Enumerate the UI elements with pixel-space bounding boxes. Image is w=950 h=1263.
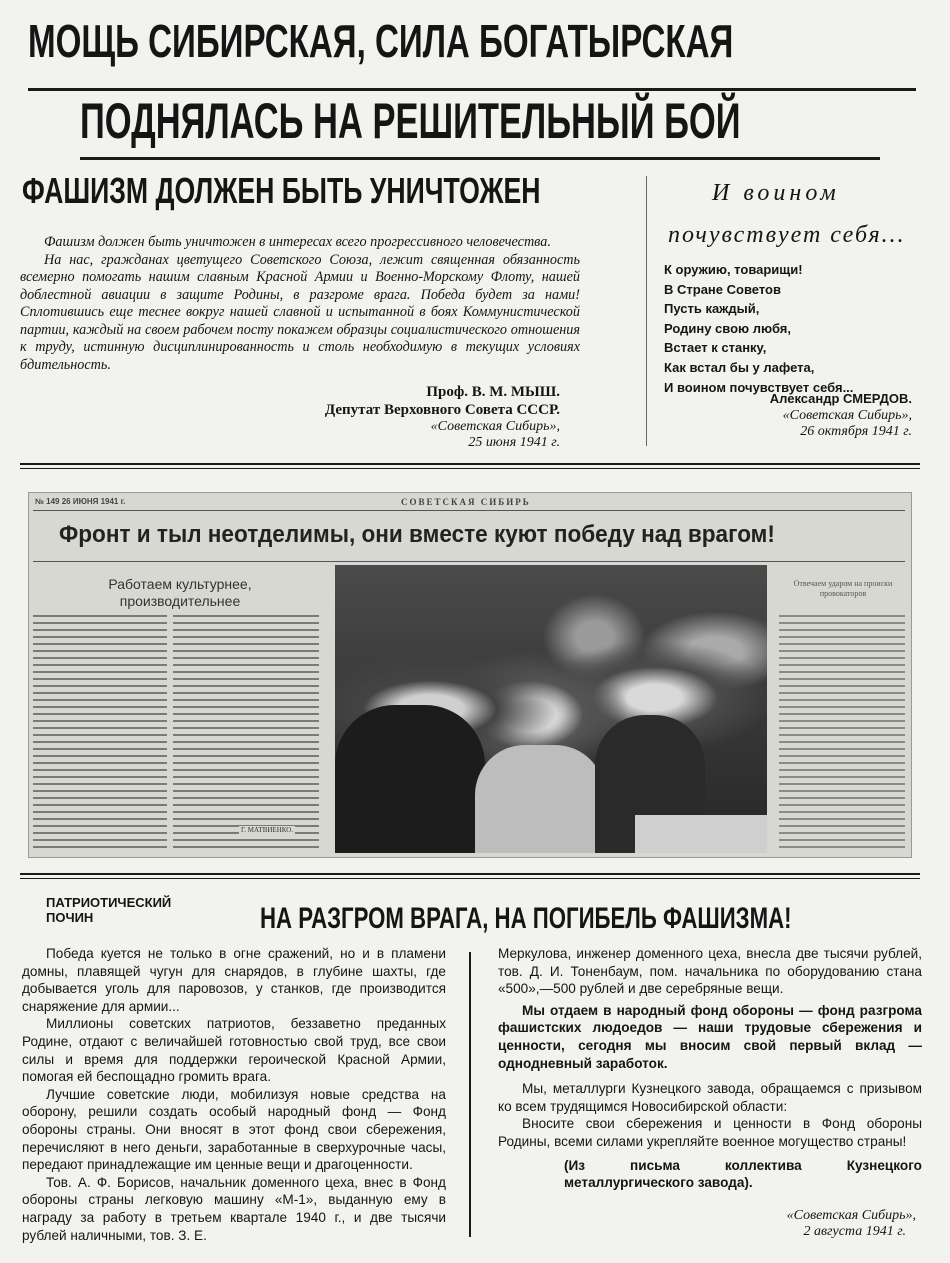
article2-right-column bbox=[498, 945, 922, 1192]
clipping-headline: Фронт и тыл неотделимы, они вместе куют победу над врагом! bbox=[59, 521, 775, 548]
poem-date: 26 октября 1941 г. bbox=[800, 424, 912, 439]
article2-paragraph: Меркулова, инженер доменного цеха, внесла две тысячи рублей, тов. Д. И. Тоненбаум, пом. начальника по оборудованию стана «500»,—500 рублей и две серебряные вещи. bbox=[498, 946, 922, 997]
masthead-line-2: ПОДНЯЛАСЬ НА РЕШИТЕЛЬНЫЙ БОЙ bbox=[80, 93, 741, 149]
photo-figure bbox=[335, 705, 485, 853]
article2-title: НА РАЗГРОМ ВРАГА, НА ПОГИБЕЛЬ ФАШИЗМА! bbox=[260, 902, 792, 935]
masthead-rule-2 bbox=[80, 157, 880, 160]
article1-source: «Советская Сибирь», bbox=[430, 419, 560, 434]
clipping-text-column bbox=[33, 615, 167, 849]
masthead-rule-1 bbox=[28, 88, 916, 91]
poem-line: Родину свою любя, bbox=[664, 320, 792, 336]
article1-author: Проф. В. М. МЫШ. bbox=[426, 384, 560, 400]
article2-date: 2 августа 1941 г. bbox=[803, 1224, 906, 1239]
section-rule-1b bbox=[20, 468, 920, 469]
section-rule-2 bbox=[20, 873, 920, 875]
article2-paragraph: Победа куется не только в огне сражений, но и в пламени домны, плавящей чугун для снарядов, в глубине шахты, где добывается уголь для паровозов, у станков, где производится снаряжение для армии... bbox=[22, 946, 446, 1014]
clipping-signature: Г. МАТВИЕНКО. bbox=[241, 826, 294, 834]
poem-line: Как встал бы у лафета, bbox=[664, 359, 815, 375]
photo-figure bbox=[475, 745, 605, 853]
clipping-subhead: Работаем культурнее, производительнее bbox=[108, 576, 252, 609]
article2-paragraph: Лучшие советские люди, мобилизуя новые средства на оборону, решили создать особый народный фонд — Фонд обороны страны. Они вносят в этот фонд свои сбережения, перечисляют в него деньги, заработанные в сверхурочные часы, передают принадлежащие им ценные вещи и драгоценности. bbox=[22, 1086, 446, 1173]
poem-line: К оружию, товарищи! bbox=[664, 262, 803, 277]
poem-signature bbox=[660, 390, 912, 440]
poem-lines bbox=[664, 260, 924, 397]
article1-title: ФАШИЗМ ДОЛЖЕН БЫТЬ УНИЧТОЖЕН bbox=[22, 170, 541, 211]
article1-signature bbox=[260, 383, 560, 451]
clipping-paper-name: СОВЕТСКАЯ СИБИРЬ bbox=[401, 497, 531, 507]
clipping-right-subhead: Отвечаем ударом на происки провокаторов bbox=[793, 579, 893, 598]
article2-paragraph: Мы, металлурги Кузнецкого завода, обращаемся с призывом ко всем трудящимся Новосибирской области: bbox=[498, 1081, 922, 1114]
clipping-photograph bbox=[335, 565, 767, 853]
poem-source: «Советская Сибирь», bbox=[782, 408, 912, 423]
article1-body bbox=[20, 234, 580, 374]
clipping-issue: № 149 26 ИЮНЯ 1941 г. bbox=[35, 497, 126, 506]
article1-author-title: Депутат Верховного Совета СССР. bbox=[324, 402, 560, 418]
article1-date: 25 июня 1941 г. bbox=[468, 435, 560, 450]
poem-line: Пусть каждый, bbox=[664, 301, 760, 317]
article2-paragraph: Мы отдаем в народный фонд обороны — фонд разгрома фашистских людоедов — наши трудовые сбережения и ценности, сегодня мы вносим свой первый вклад — однодневный заработок. bbox=[498, 1002, 922, 1071]
poem-line: В Стране Советов bbox=[664, 281, 781, 297]
article2-paragraph: Тов. А. Ф. Борисов, начальник доменного цеха, внес в Фонд обороны страны легковую машину «М-1», выданную ему в награду за работу в третьем квартале 1940 г., и две тысячи рублей наличными, тов. З. Е. bbox=[22, 1174, 446, 1243]
newspaper-clipping bbox=[28, 492, 912, 858]
section-rule-1 bbox=[20, 463, 920, 465]
article2-paragraph: Вносите свои сбережения и ценности в Фонд обороны Родины, всеми силами укрепляйте военное могущество страны! bbox=[498, 1116, 922, 1149]
masthead-line-1: МОЩЬ СИБИРСКАЯ, СИЛА БОГАТЫРСКАЯ bbox=[28, 15, 734, 67]
article1-paragraph: Фашизм должен быть уничтожен в интересах всего прогрессивного человечества. bbox=[44, 234, 551, 250]
section-rule-2b bbox=[20, 878, 920, 879]
article2-column-divider bbox=[469, 952, 471, 1237]
poem-line: Встает к станку, bbox=[664, 340, 767, 356]
clipping-mid-rule bbox=[33, 561, 905, 562]
clipping-text-column bbox=[173, 615, 319, 849]
poem-title-line-1: И воином bbox=[712, 180, 840, 206]
article2-kicker: ПАТРИОТИЧЕСКИЙ ПОЧИН bbox=[46, 895, 172, 925]
article2-source: «Советская Сибирь», bbox=[786, 1208, 916, 1223]
poem-title-line-2: почувствует себя... bbox=[668, 222, 906, 248]
article2-left-column bbox=[22, 945, 446, 1244]
poem-line: И воином почувствует себя... bbox=[664, 379, 854, 395]
clipping-text-column bbox=[779, 615, 905, 849]
article2-signature bbox=[640, 1208, 916, 1240]
article1-paragraph: На нас, гражданах цветущего Советского Союза, лежит священная обязанность всемерно помогать нашим славным Красной Армии и Военно-Морскому Флоту, нашей доблестной авиации в защите Родины, в разгроме врага. Победа будет за нами! Сплотившись еще теснее вокруг нашей славной и испытанной в боях Коммунистической партии, каждый на своем рабочем посту покажем образцы социалистического отношения к труду, истинную дисциплинированность и столь необходимую в текущих условиях бдительность. bbox=[20, 251, 580, 373]
article2-letter-source: (Из письма коллектива Кузнецкого металлургического завода). bbox=[564, 1157, 922, 1191]
photo-table bbox=[635, 815, 767, 853]
poem-author: Александр СМЕРДОВ. bbox=[769, 391, 912, 406]
article2-paragraph: Миллионы советских патриотов, беззаветно преданных Родине, отдают с величайшей готовностью свой труд, все свои силы и время для поддержки героической Красной Армии, помогая ей беспощадно громить врага. bbox=[22, 1016, 446, 1085]
clipping-top-rule bbox=[33, 510, 905, 511]
column-divider bbox=[646, 176, 647, 446]
